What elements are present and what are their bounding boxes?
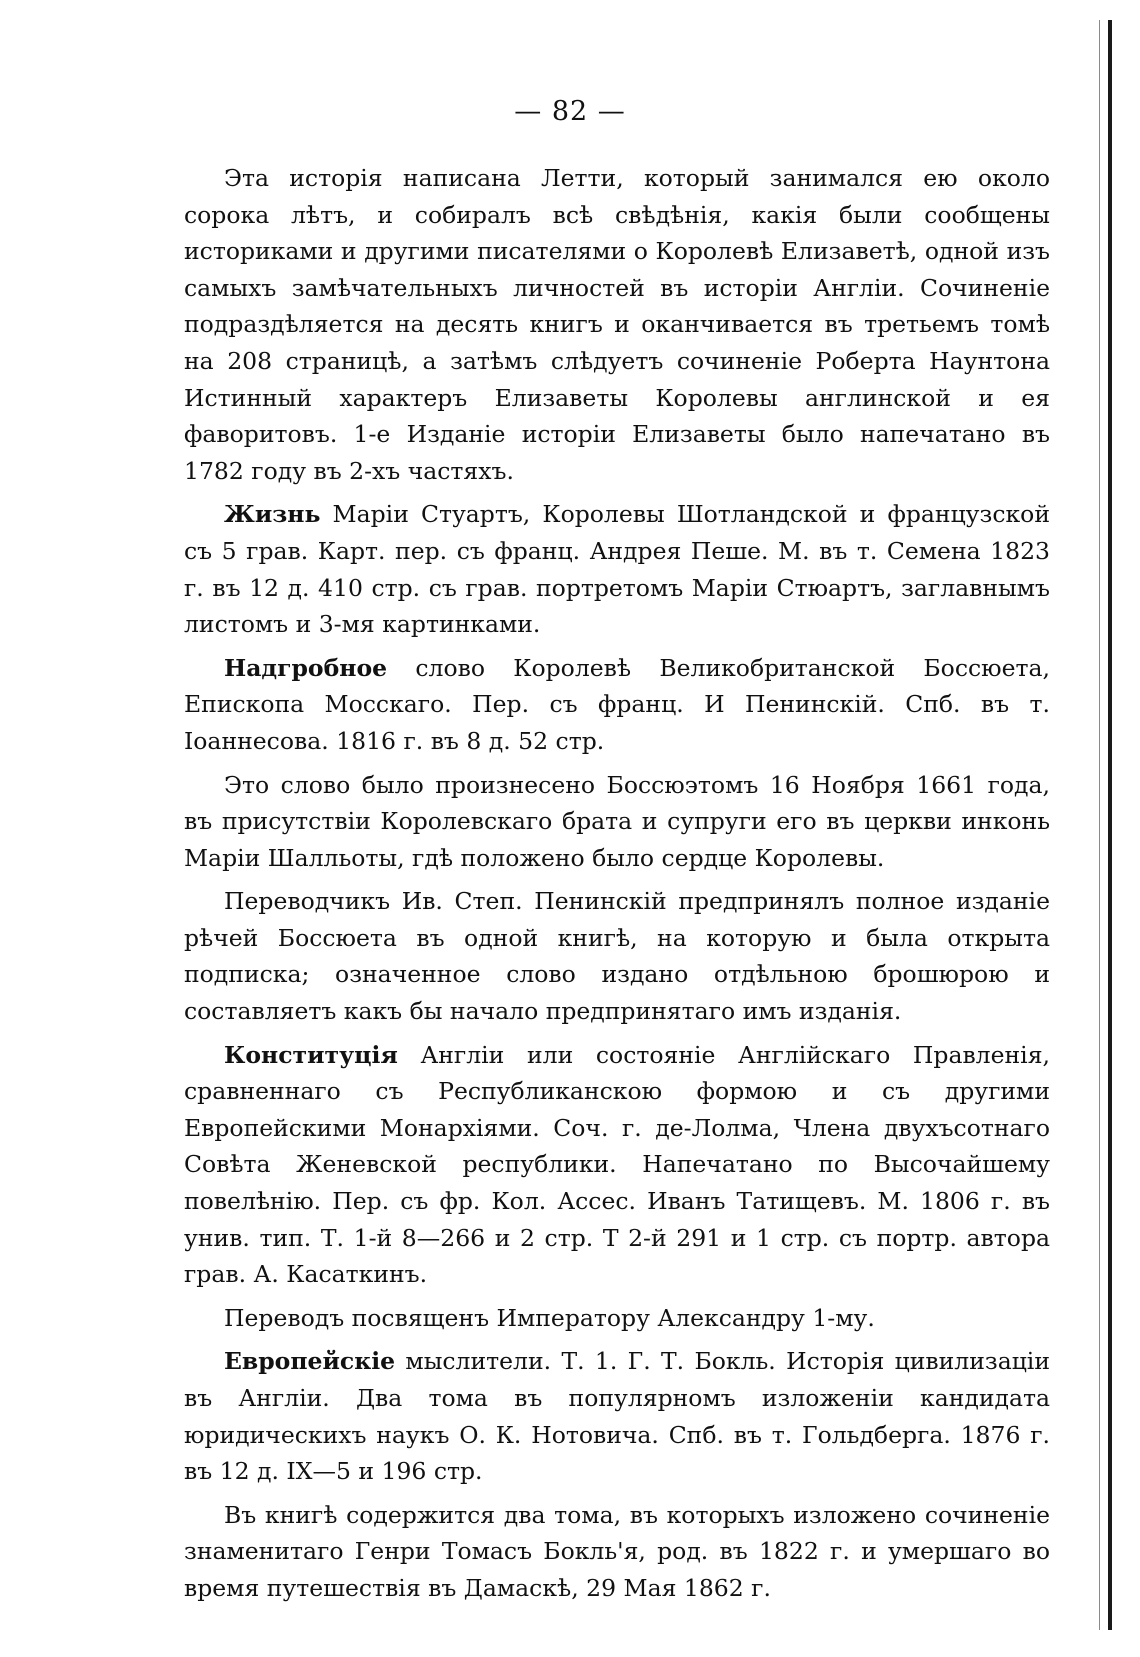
paragraph — [184, 1300, 1050, 1337]
scan-edge-bar — [1108, 20, 1112, 1630]
paragraph — [184, 883, 1050, 1029]
paragraph-text: слово Королевѣ Великобританской Боссюета, Епископа Мосскаго. Пер. съ франц. И Пенинскій. Спб. въ т. Іоаннесова. 1816 г. въ 8 д. 52 стр. — [184, 653, 1050, 755]
paragraph-text: Это слово было произнесено Боссюэтомъ 16 Ноября 1661 года, въ присутствіи Королевскаго брата и супруги его въ церкви инконь Маріи Шалльоты, гдѣ положено было сердце Королевы. — [184, 770, 1050, 872]
page-number: — 82 — — [514, 96, 626, 127]
paragraph — [184, 1497, 1050, 1607]
paragraph-text: Эта исторія написана Летти, который занимался ею около сорока лѣтъ, и собиралъ всѣ свѣдѣнія, какія были сообщены историками и другими писателями о Королевѣ Елизаветѣ, одной изъ самыхъ замѣчательныхъ личностей въ исторіи Англіи. Сочиненіе подраздѣляется на десять книгъ и оканчивается въ третьемъ томѣ на 208 страницѣ, а затѣмъ слѣдуетъ сочиненіе Роберта Наунтона Истинный характеръ Елизаветы Королевы англинской и ея фаворитовъ. 1-е Изданіе исторіи Елизаветы было напечатано въ 1782 году въ 2-хъ частяхъ. — [184, 164, 1050, 485]
scan-edge-line — [1099, 20, 1100, 1630]
paragraph — [184, 1343, 1050, 1489]
paragraph-lead-word: Жизнь — [224, 500, 321, 529]
paragraph — [184, 767, 1050, 877]
paragraph-lead-word: Надгробное — [224, 653, 388, 682]
paragraph-text: мыслители. Т. 1. Г. Т. Бокль. Исторія цивилизаціи въ Англіи. Два тома въ популярномъ изложеніи кандидата юридическихъ наукъ О. К. Нотовича. Спб. въ т. Гольдберга. 1876 г. въ 12 д. IX—5 и 196 стр. — [184, 1347, 1050, 1486]
paragraph — [184, 650, 1050, 760]
paragraph-text: Англіи или состояніе Англійскаго Правленія, сравненнаго съ Республиканскою формою и съ другими Европейскими Монархіями. Соч. г. де-Лолма, Члена двухъсотнаго Совѣта Женевской республики. Напечатано по Высочайшему повелѣнію. Пер. съ фр. Кол. Ассес. Иванъ Татищевъ. М. 1806 г. въ унив. тип. Т. 1-й 8—266 и 2 стр. Т 2-й 291 и 1 стр. съ портр. автора грав. А. Касаткинъ. — [184, 1040, 1050, 1289]
paragraph-text: Переводъ посвященъ Императору Александру 1-му. — [224, 1303, 875, 1332]
paragraph-lead-word: Конституція — [224, 1040, 398, 1069]
body-text — [184, 160, 1050, 1614]
paragraph-text: Переводчикъ Ив. Степ. Пенинскій предпринялъ полное изданіе рѣчей Боссюета въ одной книгѣ, на которую и была открыта подписка; означенное слово издано отдѣльною брошюрою и составляетъ какъ бы начало предпринятаго имъ изданія. — [184, 887, 1050, 1026]
paragraph — [184, 496, 1050, 642]
paragraph — [184, 1037, 1050, 1293]
paragraph-text: Въ книгѣ содержится два тома, въ которыхъ изложено сочиненіе знаменитаго Генри Томасъ Бокль'я, род. въ 1822 г. и умершаго во время путешествія въ Дамаскѣ, 29 Мая 1862 г. — [184, 1500, 1050, 1602]
paragraph-text: Маріи Стуартъ, Королевы Шотландской и французской съ 5 грав. Карт. пер. съ франц. Андрея Пеше. М. въ т. Семена 1823 г. въ 12 д. 410 стр. съ грав. портретомъ Маріи Стюартъ, заглавнымъ листомъ и 3-мя картинками. — [184, 500, 1050, 639]
paragraph — [184, 160, 1050, 489]
paragraph-lead-word: Европейскіе — [224, 1347, 396, 1376]
